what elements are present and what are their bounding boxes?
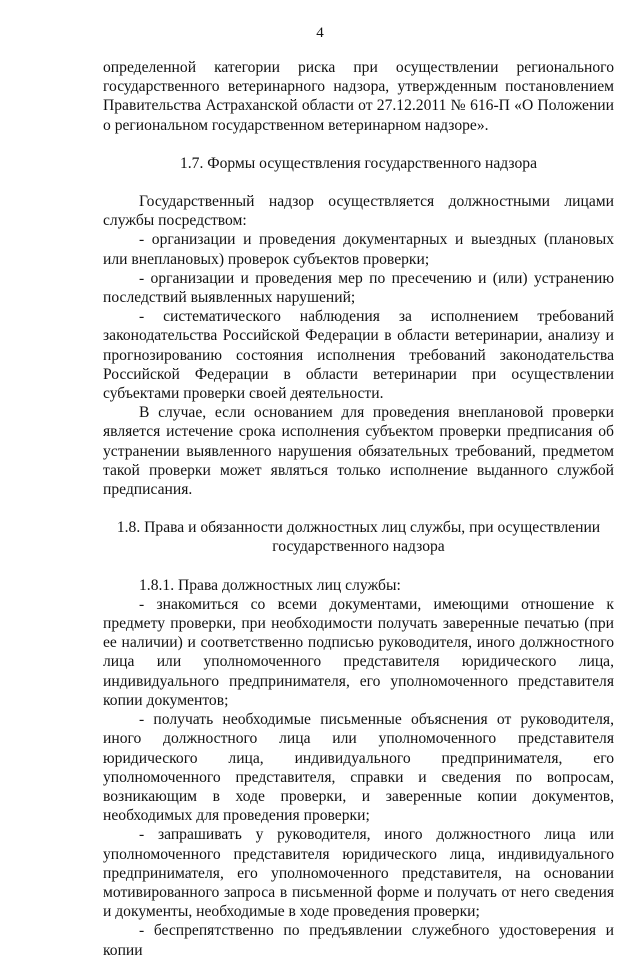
list-item: - знакомиться со всеми документами, имеющими отношение к предмету проверки, при необходимости получать заверенные печатью (при ее наличии) и соответственно подписью руководителя, иного должностного лица или уполномоченного представителя юридического лица, индивидуального предпринимателя, его уполномоченного представителя копии документов; [103,595,614,709]
section-1-7-lead: Государственный надзор осуществляется должностными лицами службы посредством: [103,193,614,230]
list-item: - беспрепятственно по предъявлении служебного удостоверения и копии [103,922,614,959]
list-item: - получать необходимые письменные объяснения от руководителя, иного должностного лица или уполномоченного представителя юридического лица, индивидуального предпринимателя, его уполномоченного представителя, справки и сведения по вопросам, возникающим в ходе проверки, и заверенные копии документов, необходимых для проведения проверки; [103,711,614,825]
document-body [103,58,614,960]
list-item: - запрашивать у руководителя, иного должностного лица или уполномоченного представителя юридического лица, индивидуального предпринимателя, его уполномоченного представителя, на основании мотивированного запроса в письменной форме и получать от него сведения и документы, необходимые в ходе проведения проверки; [103,826,614,921]
section-1-8-1-subheading: 1.8.1. Права должностных лиц службы: [139,576,401,594]
page-number: 4 [316,25,324,41]
intro-paragraph: определенной категории риска при осуществлении регионального государственного ветеринарного надзора, утвержденным постановлением Правительства Астраханской области от 27.12.2011 № 616-П «О Положении о региональном государственном ветеринарном надзоре». [103,59,614,134]
list-item: - организации и проведения мер по пресечению и (или) устранению последствий выявленных нарушений; [103,269,614,307]
section-1-7-closing: В случае, если основанием для проведения внеплановой проверки является истечение срока исполнения субъектом проверки предписания об устранении выявленного нарушения обязательных требований, предметом такой проверки может являться только исполнение выданного службой предписания. [103,404,614,499]
section-1-7-heading: 1.7. Формы осуществления государственного надзора [179,154,538,172]
list-item: - организации и проведения документарных и выездных (плановых или внеплановых) проверок субъектов проверки; [103,231,614,268]
list-item: - систематического наблюдения за исполнением требований законодательства Российской Федерации в области ветеринарии, анализу и прогнозированию состояния исполнения требований законодательства Российской Федерации в области ветеринарии при осуществлении субъектами проверки своей деятельности. [103,308,614,403]
section-1-8-heading: 1.8. Права и обязанности должностных лиц службы, при осуществлении государственного надзора [116,519,601,556]
